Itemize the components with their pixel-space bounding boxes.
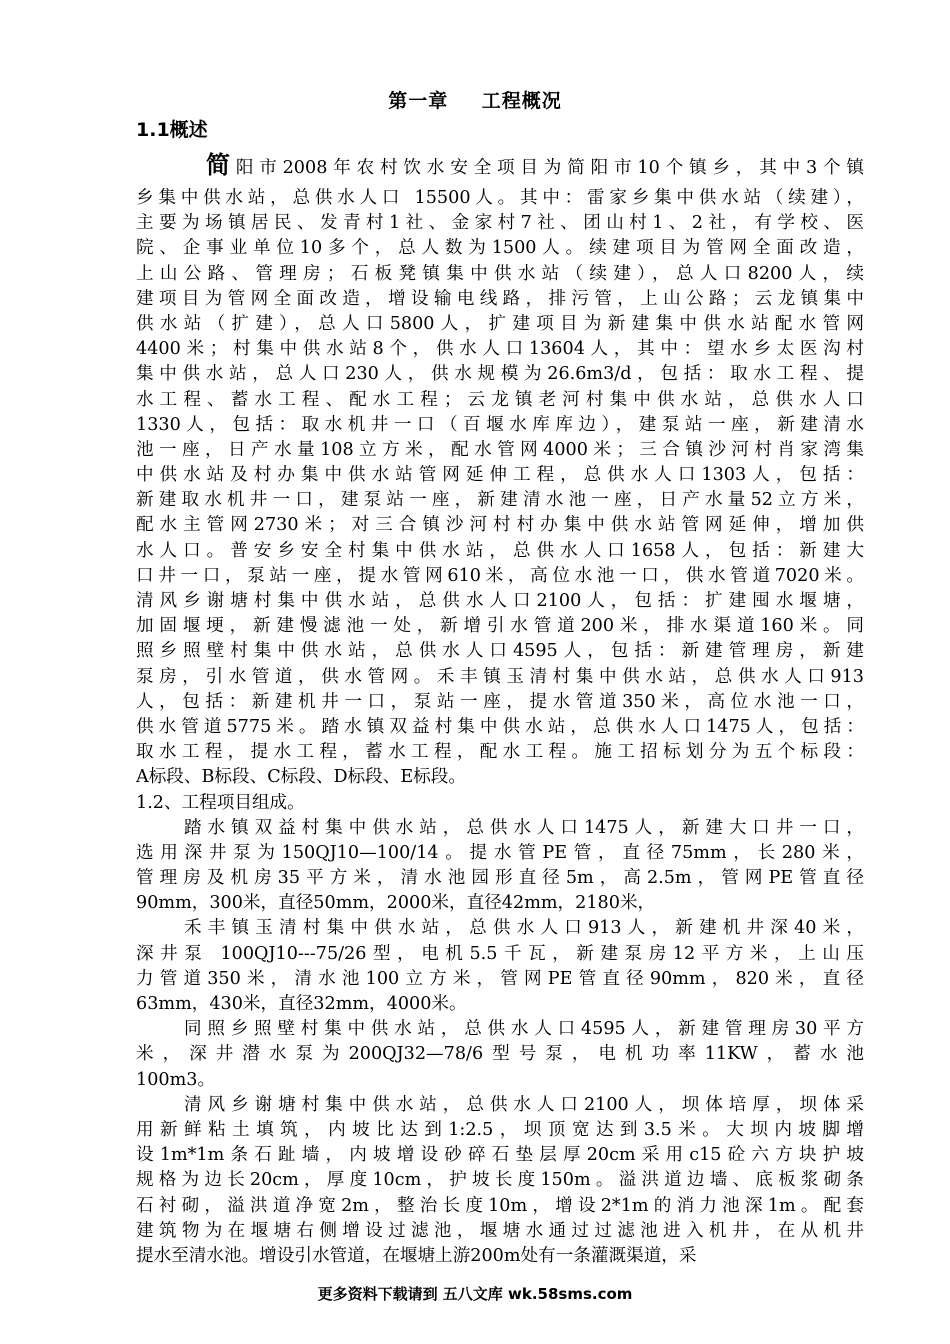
text-line: 设1m*1m条石趾墙，内坡增设砂碎石垫层厚20cm采用c15砼六方块护坡 <box>136 1145 864 1166</box>
text-line: 同照乡照壁村集中供水站，总供水人口4595人，新建管理房30平方 <box>184 1019 864 1040</box>
text-line: 石衬砌，溢洪道净宽2m，整治长度10m，增设2*1m的消力池深1m。配套 <box>136 1195 864 1216</box>
text-line: 供水站（扩建），总人口5800人，扩建项目为新建集中供水站配水管网 <box>136 313 864 334</box>
drop-cap: 简 <box>206 151 236 179</box>
text-line: 上山公路、管理房；石板凳镇集中供水站（续建），总人口8200人，续 <box>136 263 864 284</box>
text-line: 建项目为管网全面改造，增设输电线路，排污管，上山公路；云龙镇集中 <box>136 288 864 309</box>
text-line: 水人口。普安乡安全村集中供水站，总供水人口1658人，包括：新建大 <box>136 540 864 561</box>
text-line: 院、企事业单位10多个，总人数为1500人。续建项目为管网全面改造， <box>136 238 864 259</box>
text-line: A标段、B标段、C标段、D标段、E标段。 <box>136 767 466 788</box>
text-line: 新建取水机井一口，建泵站一座，新建清水池一座，日产水量52立方米， <box>136 490 864 511</box>
text-line: 简阳市2008年农村饮水安全项目为简阳市10个镇乡，其中3个镇 <box>206 151 864 179</box>
text-line: 选用深井泵为150QJ10—100/14。提水管PE管，直径75mm，长280米， <box>136 842 864 863</box>
text-line: 踏水镇双益村集中供水站，总供水人口1475人，新建大口井一口， <box>184 817 864 838</box>
text-line: 主要为场镇居民、发青村1社、金家村7社、团山村1、2社，有学校、医 <box>136 213 864 234</box>
text-line: 1330人，包括：取水机井一口（百堰水库库边），建泵站一座，新建清水 <box>136 414 864 435</box>
section-heading-1-1: 1.1概述 <box>136 119 208 141</box>
text-line: 1.2、工程项目组成。 <box>136 792 305 813</box>
text-line: 口井一口，泵站一座，提水管网610米，高位水池一口，供水管道7020米。 <box>136 565 864 586</box>
footer-link[interactable]: 更多资料下载请到 五八文库 wk.58sms.com <box>317 1285 633 1303</box>
text-line: 力管道350米，清水池100立方米，管网PE管直径90mm，820米，直径 <box>136 968 864 989</box>
text-line: 集中供水站，总人口230人，供水规模为26.6m3/d，包括：取水工程、提 <box>136 364 864 385</box>
text-line: 深井泵 100QJ10---75/26型，电机5.5千瓦，新建泵房12平方米，上山压 <box>136 943 864 964</box>
text-line: 供水管道5775米。踏水镇双益村集中供水站，总供水人口1475人，包括： <box>136 716 864 737</box>
text-line: 管理房及机房35平方米，清水池园形直径5m，高2.5m，管网PE管直径 <box>136 868 864 889</box>
text-line: 4400米；村集中供水站8个，供水人口13604人，其中：望水乡太医沟村 <box>136 339 864 360</box>
text-line: 取水工程，提水工程，蓄水工程，配水工程。施工招标划分为五个标段： <box>136 742 864 763</box>
text-line: 中供水站及村办集中供水站管网延伸工程，总供水人口1303人，包括： <box>136 465 864 486</box>
text-line: 人，包括：新建机井一口，泵站一座，提水管道350米，高位水池一口， <box>136 691 864 712</box>
text-line: 照乡照壁村集中供水站，总供水人口4595人，包括：新建管理房，新建 <box>136 641 864 662</box>
document-body <box>136 150 864 1269</box>
chapter-title: 第一章 工程概况 <box>388 90 562 112</box>
text-line: 建筑物为在堰塘右侧增设过滤池，堰塘水通过过滤池进入机井，在从机井 <box>136 1220 864 1241</box>
text-line: 泵房，引水管道，供水管网。禾丰镇玉清村集中供水站，总供水人口913 <box>136 666 864 687</box>
text-line: 禾丰镇玉清村集中供水站，总供水人口913人，新建机井深40米， <box>184 918 864 939</box>
text-line: 90mm，300米，直径50mm，2000米，直径42mm，2180米， <box>136 893 656 914</box>
text-line: 提水至清水池。增设引水管道，在堰塘上游200m处有一条灌溉渠道，采 <box>136 1245 697 1266</box>
text-line: 100m3。 <box>136 1069 216 1090</box>
text-line: 米，深井潜水泵为200QJ32—78/6型号泵，电机功率11KW，蓄水池 <box>136 1044 864 1065</box>
text-line: 63mm，430米，直径32mm，4000米。 <box>136 994 467 1014</box>
text-line: 规格为边长20cm，厚度10cm，护坡长度150m。溢洪道边墙、底板浆砌条 <box>136 1170 864 1191</box>
text-line: 加固堰埂，新建慢滤池一处，新增引水管道200米，排水渠道160米。同 <box>136 616 864 637</box>
text-line: 用新鲜粘土填筑，内坡比达到1:2.5，坝顶宽达到3.5米。大坝内坡脚增 <box>136 1119 864 1140</box>
text-line: 清风乡谢塘村集中供水站，总供水人口2100人，坝体培厚，坝体采 <box>184 1094 864 1115</box>
text-line: 清风乡谢塘村集中供水站，总供水人口2100人，包括：扩建囤水堰塘， <box>136 591 864 611</box>
text-line: 池一座，日产水量108立方米，配水管网4000米；三合镇沙河村肖家湾集 <box>136 439 864 460</box>
text-line: 水工程、蓄水工程、配水工程；云龙镇老河村集中供水站，总供水人口 <box>136 389 864 410</box>
text-line: 配水主管网2730米；对三合镇沙河村村办集中供水站管网延伸，增加供 <box>136 515 864 536</box>
text-line: 乡集中供水站，总供水人口 15500人。其中：雷家乡集中供水站（续建）， <box>136 188 864 208</box>
